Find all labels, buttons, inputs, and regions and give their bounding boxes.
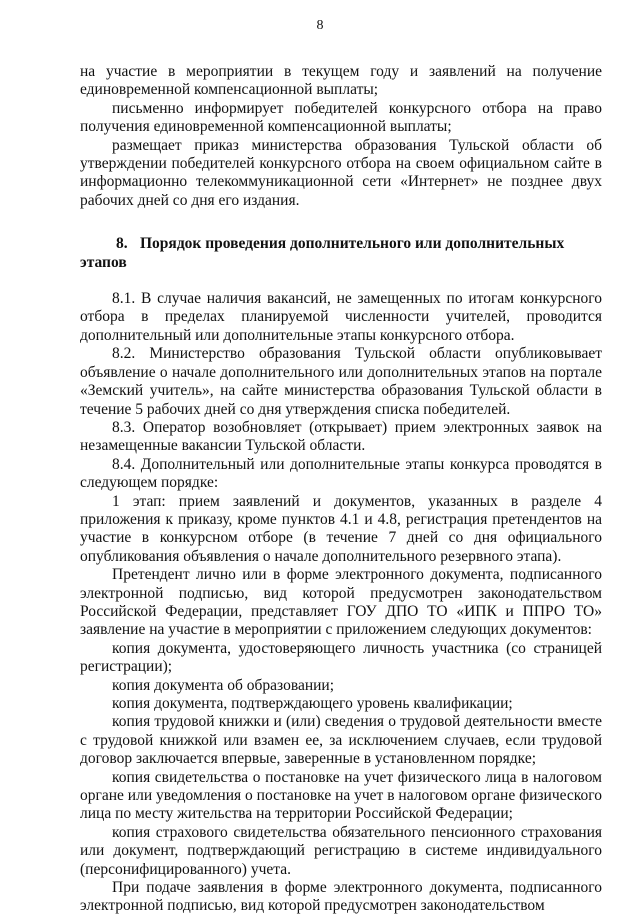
paragraph: 8.4. Дополнительный или дополнительные этапы конкурса проводятся в следующем порядке: — [80, 455, 602, 492]
list-item: копия документа, подтверждающего уровень квалификации; — [112, 695, 513, 712]
section-number: 8. — [116, 235, 128, 253]
list-item: копия документа, удостоверяющего личность участника (со страницей регистрации); — [80, 639, 602, 676]
section-heading — [80, 235, 602, 272]
list-item: копия документа об образовании; — [112, 676, 335, 694]
list-item: копия трудовой книжки и (или) сведения о трудовой деятельности вместе с трудовой книжкой или взамен ее, за исключением случаев, если трудовой договор заключается впервые, заверенные в установленном порядке; — [80, 713, 602, 768]
list-item: копия страхового свидетельства обязательного пенсионного страхования или документ, подтверждающий регистрацию в системе индивидуального (персонифицированного) учета. — [80, 823, 602, 878]
page-number: 8 — [316, 18, 324, 33]
paragraph: Претендент лично или в форме электронного документа, подписанного электронной подписью, вид которой предусмотрен законодательством Российской Федерации, представляет ГОУ ДПО ТО «ИПК и ППРО ТО» заявление на участие в мероприятии с приложением следующих документов: — [80, 566, 602, 639]
list-item: копия свидетельства о постановке на учет физического лица в налоговом органе или уведомления о постановке на учет в налоговом органе физического лица по месту жительства на территории Российской Федерации; — [80, 768, 602, 823]
paragraph: письменно информирует победителей конкурсного отбора на право получения единовременной компенсационной выплаты; — [80, 99, 602, 136]
paragraph: 1 этап: прием заявлений и документов, указанных в разделе 4 приложения к приказу, кроме пунктов 4.1 и 4.8, регистрация претендентов на участие в конкурсном отборе (в течение 7 дней со дня официального опубликования объявления о начале дополнительного резервного этапа). — [80, 492, 602, 565]
paragraph: 8.3. Оператор возобновляет (открывает) прием электронных заявок на незамещенные вакансии Тульской области. — [80, 418, 602, 455]
paragraph: на участие в мероприятии в текущем году и заявлений на получение единовременной компенсационной выплаты; — [80, 63, 602, 99]
document-body — [80, 63, 602, 916]
paragraph: При подаче заявления в форме электронного документа, подписанного электронной подписью, вид которой предусмотрен законодательством — [80, 879, 602, 915]
paragraph: 8.2. Министерство образования Тульской области опубликовывает объявление о начале дополнительного или дополнительных этапов на портале «Земский учитель», на сайте министерства образования Тульской области в течение 5 рабочих дней со дня утверждения списка победителей. — [80, 345, 602, 418]
paragraph: размещает приказ министерства образования Тульской области об утверждении победителей конкурсного отбора на своем официальном сайте в информационно телекоммуникационной сети «Интернет» не позднее двух рабочих дней со дня его издания. — [80, 136, 602, 209]
section-title: Порядок проведения дополнительного или дополнительных этапов — [80, 235, 565, 271]
paragraph: 8.1. В случае наличия вакансий, не замещенных по итогам конкурсного отбора в пределах планируемой численности учителей, проводится дополнительный или дополнительные этапы конкурсного отбора. — [80, 290, 602, 344]
